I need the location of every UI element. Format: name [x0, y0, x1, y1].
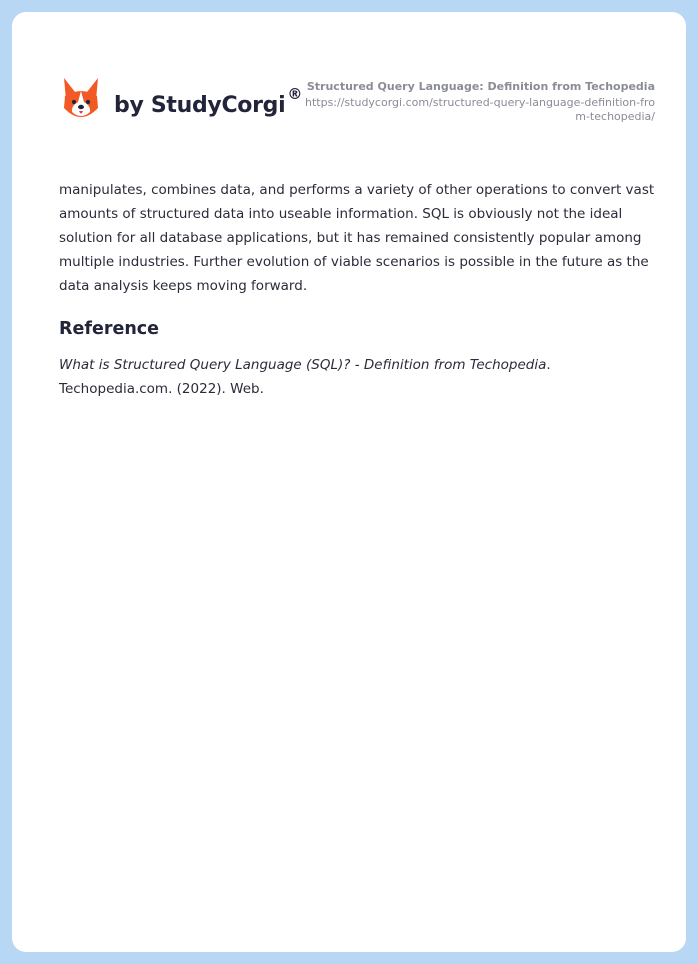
reference-entry [59, 353, 655, 401]
registered-mark: ® [287, 84, 303, 103]
reference-heading: Reference [59, 319, 160, 339]
document-page [12, 12, 686, 952]
reference-details: . Techopedia.com. (2022). Web. [59, 357, 551, 397]
studycorgi-logo[interactable] [60, 76, 302, 122]
corgi-icon [60, 76, 102, 122]
reference-title: What is Structured Query Language (SQL)? - Definition from Techopedia [59, 357, 547, 373]
source-info [295, 80, 655, 124]
source-url[interactable]: https://studycorgi.com/structured-query-language-definition-from-techopedia/ [305, 96, 655, 123]
source-title: Structured Query Language: Definition from Techopedia [306, 80, 655, 93]
brand-name: by StudyCorgi ® [114, 84, 303, 118]
main-content [59, 178, 655, 401]
body-paragraph: manipulates, combines data, and performs a variety of other operations to convert vast amounts of structured data into useable information. SQL is obviously not the ideal solution for all database applications, but it has remained consistently popular among multiple industries. Further evolution of viable scenarios is possible in the future as the data analysis keeps moving forward. [59, 182, 655, 294]
